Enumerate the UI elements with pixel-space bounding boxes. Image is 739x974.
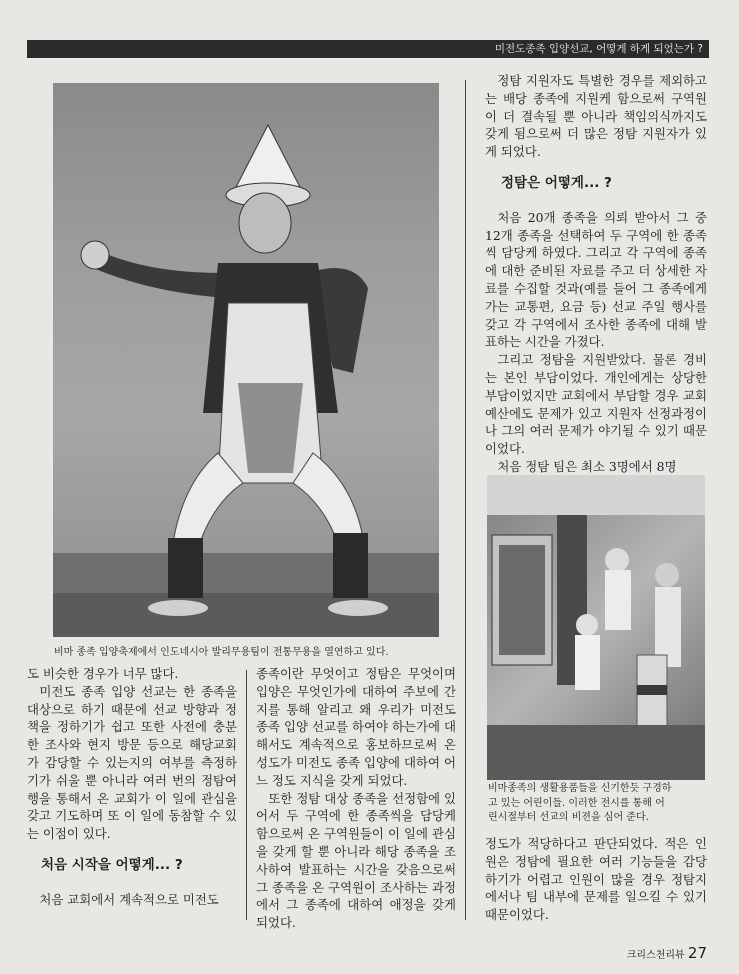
- col3-paragraph-5: 정도가 적당하다고 판단되었다. 적은 인원은 정탐에 필요한 여러 기능들을 감당하기가 어렵고 인원이 많을 경우 정탐지에서나 팀 내부에 문제를 일으킬 수 있기 때문이었다.: [485, 836, 707, 923]
- col1-paragraph-3: 처음 교회에서 계속적으로 미전도: [39, 891, 219, 907]
- children-caption-line-1: 비마종족의 생활용품들을 신기한듯 구경하: [488, 783, 672, 794]
- col3-paragraph-1: 정탐 지원자도 특별한 경우를 제외하고는 배당 종족에 지원케 함으로써 구역원이 더 결속될 뿐 아니라 책임의식까지도 갖게 됨으로써 더 많은 정탐 지원자가 있게 되었다.: [485, 73, 707, 160]
- children-photo: [487, 475, 705, 780]
- dancer-illustration: [53, 83, 439, 637]
- col3-paragraph-2: 처음 20개 종족을 의뢰 받아서 그 중 12개 종족을 선택하여 두 구역에 한 종족씩 담당케 하였다. 그리고 각 구역에 종족에 대한 준비된 자료를 주고 더 상세한 자료를 수집할 것과(예를 들어 그 종족에게 가는 교통편, 요금 등) 선교 주일 행사를 갖고 각 구역에서 조사한 종족에 대해 발표하는 시간을 가졌다.: [485, 209, 707, 350]
- col2-paragraph-2: 또한 정탐 대상 종족을 선정함에 있어서 두 구역에 한 종족씩을 담당케 함으로써 온 구역원들이 이 일에 관심을 갖게 할 뿐 아니라 해당 종족을 조사하여 발표하는 시간을 갖음으로써 그 종족을 온 구역원이 조사하는 과정에서 그 종족에 대하여 애정을 갖게 되었다.: [256, 790, 456, 931]
- dancer-photo-caption-text: 비마 종족 입양축제에서 인도네시아 발리무용팀이 전통무용을 열연하고 있다.: [54, 647, 389, 658]
- col3-paragraph-4: 처음 정탐 팀은 최소 3명에서 8명: [497, 458, 677, 474]
- column-1: [27, 665, 237, 909]
- column-3-lower: [485, 835, 707, 924]
- children-caption-line-2: 고 있는 어린이들. 이러한 전시를 통해 어: [488, 797, 665, 809]
- dancer-photo: [53, 83, 439, 637]
- page-number: 27: [687, 944, 707, 962]
- column-2: [256, 665, 456, 932]
- column-3-upper: [485, 72, 707, 476]
- column-divider-2: [465, 80, 466, 920]
- children-photo-caption: [488, 782, 710, 826]
- children-caption-line-3: 린시절부터 선교의 비젼을 심어 준다.: [488, 812, 649, 823]
- col1-heading: 처음 시작을 어떻게... ?: [41, 856, 183, 873]
- running-header-title: 미전도종족 입양선교, 어떻게 하게 되었는가 ?: [494, 43, 703, 55]
- footer-magazine-name: 크리스천리뷰: [626, 950, 685, 961]
- col3-paragraph-3: 그리고 정탐을 지원받았다. 물론 경비는 본인 부담이었다. 개인에게는 상당한 부담이었지만 교회에서 부담할 경우 교회 예산에도 문제가 있고 지원자 선정과정이나 그의 여러 문제가 야기될 수 있기 때문이었다.: [485, 352, 707, 457]
- page-footer: [627, 944, 707, 962]
- dancer-photo-caption: [54, 645, 444, 660]
- col2-paragraph-1: 종족이란 무엇이고 정탐은 무엇이며 입양은 무엇인가에 대하여 주보에 간지를 통해 알리고 왜 우리가 미전도 종족 입양 선교를 하여야 하는가에 대해서도 계속적으로 홍보하므로써 온 성도가 미전도 종족 입양에 대하여 어느 정도 지식을 갖게 되었다.: [256, 666, 456, 788]
- running-header: [27, 40, 709, 58]
- children-illustration: [487, 475, 705, 780]
- col3-heading: 정탐은 어떻게... ?: [501, 174, 612, 191]
- col1-paragraph-1: 도 비슷한 경우가 너무 많다.: [27, 666, 179, 681]
- col1-paragraph-2: 미전도 종족 입양 선교는 한 종족을 대상으로 하기 때문에 선교 방향과 정책을 정하기가 쉽고 또한 사전에 충분한 조사와 현지 방문 등으로 해당교회가 감당할 수 있는지의 여부를 측정하기가 쉬울 뿐 아니라 여러 번의 정탐여행을 통해서 온 교회가 이 일에 관심을 갖고 기도하며 또 이 일에 동참할 수 있는 이점이 있다.: [27, 683, 237, 842]
- column-divider-1: [246, 670, 247, 920]
